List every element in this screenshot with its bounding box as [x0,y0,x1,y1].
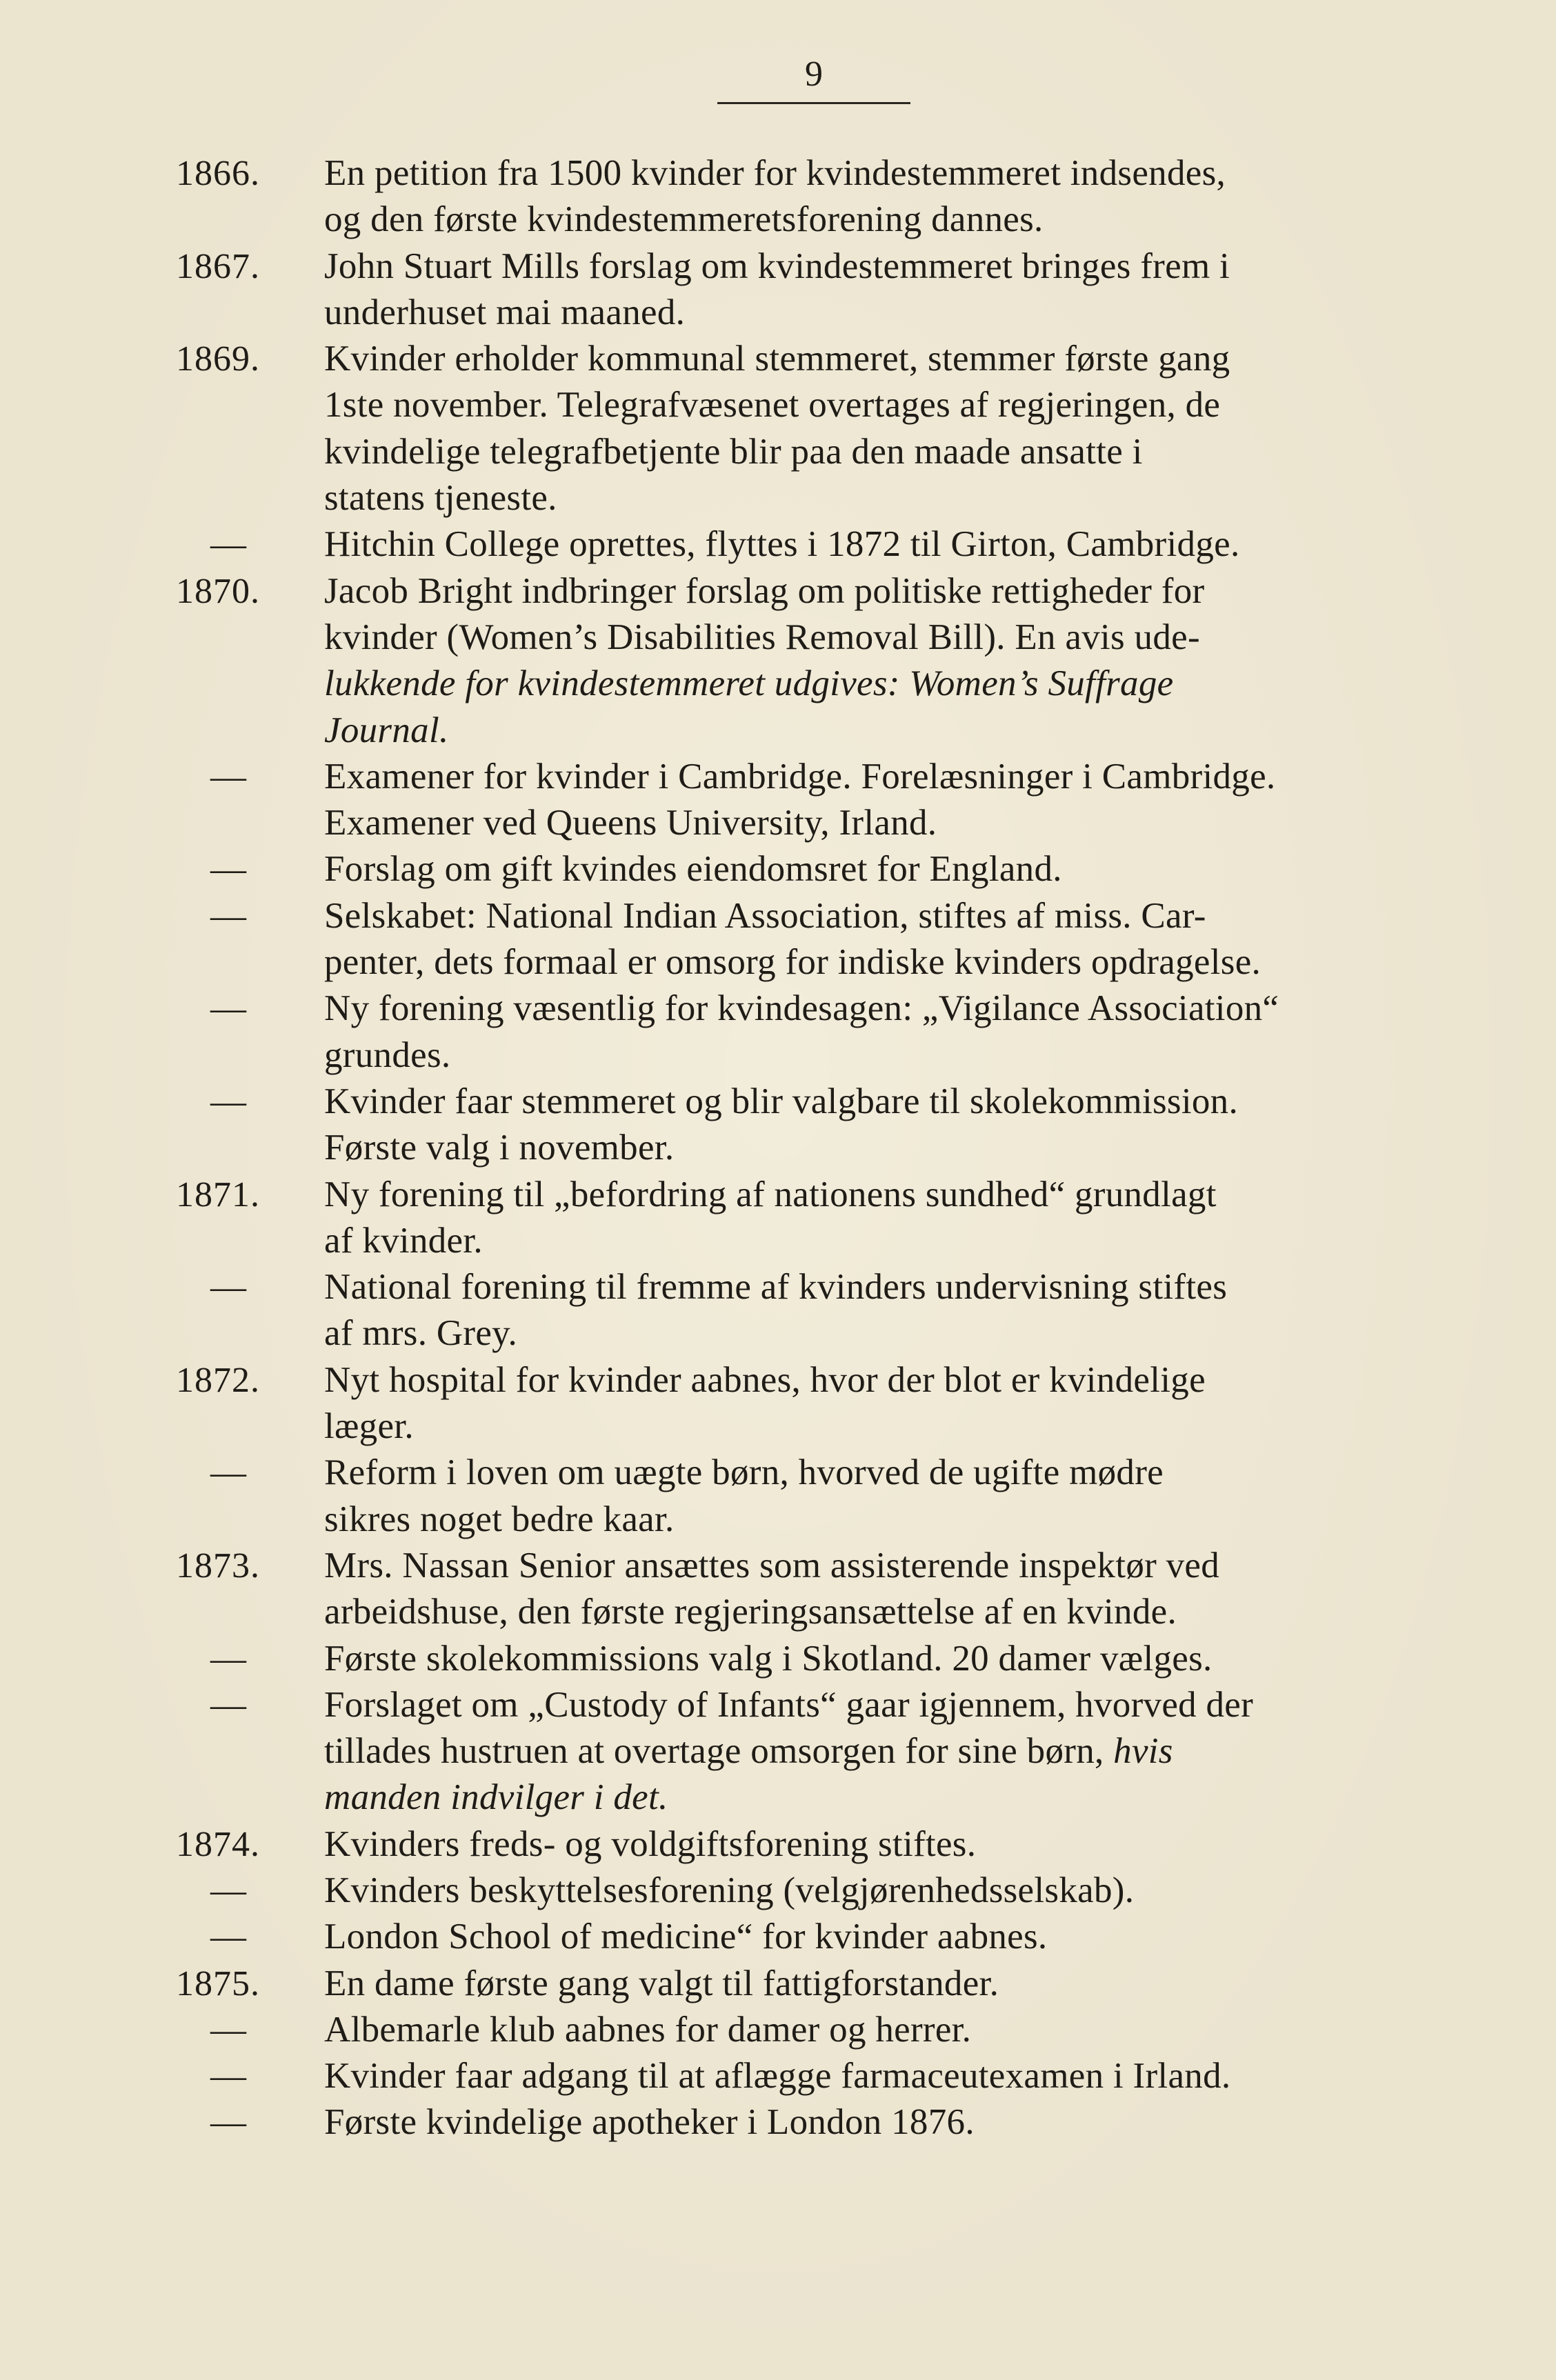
entry-line-italic-text: hvis [1113,1731,1173,1772]
entry-year: 1873. [176,1546,260,1586]
entry-text [324,2053,1431,2099]
entry-year: 1869. [176,339,260,379]
entry-line [324,1774,1431,1821]
entry-line-text: London School of medicine“ for kvinder aabnes. [324,1917,1048,1957]
entry-line-text: Forslag om gift kvindes eiendomsret for England. [324,849,1062,890]
entry-line-text: Første kvindelige apotheker i London 1876. [324,2102,975,2143]
entry-line [324,1357,1431,1403]
entry-year: 1866. [176,154,260,193]
entry-line [324,1868,1431,1914]
year-ditto-mark: — [210,850,247,890]
chronology-entry [176,243,1431,337]
chronology-entry [176,1450,1431,1543]
entry-text [324,754,1431,847]
entry-line-text: Ny forening væsentlig for kvindesagen: „Vigilance Association“ [324,988,1279,1029]
entry-line [324,1589,1431,1635]
year-ditto-mark: — [210,525,247,565]
entry-line-text: og den første kvindestemmeretsforening dannes. [324,199,1044,240]
entry-text [324,150,1431,243]
entry-line-text: af kvinder. [324,1220,483,1261]
chronology-entry [176,893,1431,986]
chronology-entry [176,1961,1431,2007]
entry-text [324,1914,1431,1960]
entry-line [324,1497,1431,1543]
year-ditto-mark: — [210,2103,247,2143]
entry-year: 1870. [176,571,260,611]
entry-line-text: Kvinder erholder kommunal stemmeret, stemmer første gang [324,339,1230,379]
entry-line-text: manden indvilger i det. [324,1777,668,1818]
year-ditto-mark: — [210,1268,247,1308]
year-ditto-mark: — [210,1870,247,1910]
entry-line-text: Første valg i november. [324,1128,675,1168]
entry-line-text: Jacob Bright indbringer forslag om politiske rettigheder for [324,570,1205,611]
chronology-entry [176,1543,1431,1636]
entry-line [324,986,1431,1032]
entry-line [324,1079,1431,1125]
page-number: 9 [805,54,823,94]
entry-line [324,708,1431,754]
entry-line-text: Mrs. Nassan Senior ansættes som assisterende inspektør ved [324,1545,1220,1586]
chronology-entry [176,986,1431,1079]
entry-line [324,754,1431,800]
entry-line [324,1032,1431,1079]
entry-line [324,2053,1431,2099]
entry-text [324,2099,1431,2146]
entry-line [324,1682,1431,1728]
entry-text [324,1264,1431,1357]
entry-text [324,1357,1431,1450]
entry-line-text: kvinder (Women’s Disabilities Removal Bill). En avis ude- [324,617,1200,657]
entry-line-text: sikres noget bedre kaar. [324,1499,675,1539]
year-ditto-mark: — [210,1081,247,1121]
chronology-entry [176,1682,1431,1821]
entry-line-text: underhuset mai maaned. [324,292,686,332]
chronology-entry [176,2007,1431,2053]
year-ditto-mark: — [210,757,247,797]
entry-line [324,475,1431,521]
entry-text [324,336,1431,521]
entry-line-text: penter, dets formaal er omsorg for indiske kvinders opdragelse. [324,942,1261,983]
entry-line-text: En dame første gang valgt til fattigforstander. [324,1963,999,2003]
year-ditto-mark: — [210,1917,247,1957]
entry-line [324,800,1431,846]
entry-line [324,661,1431,707]
chronology-entry [176,568,1431,754]
entry-line-text: Kvinders freds- og voldgiftsforening stiftes. [324,1823,977,1864]
entry-line [324,1961,1431,2007]
year-ditto-mark: — [210,2010,247,2050]
entry-text [324,846,1431,892]
entry-line-text: læger. [324,1406,414,1447]
entry-line-text: statens tjeneste. [324,478,557,519]
entry-text [324,521,1431,568]
entry-line [324,336,1431,382]
entry-text [324,1682,1431,1821]
entry-line-text: lukkende for kvindestemmeret udgives: Women’s Suffrage [324,663,1174,704]
chronology-entry [176,1821,1431,1868]
entry-line [324,382,1431,428]
chronology-entry [176,1357,1431,1450]
header-rule [717,102,910,104]
entry-line-text: Selskabet: National Indian Association, stiftes af miss. Car- [324,895,1206,936]
entry-text [324,1450,1431,1543]
entry-line-text: Examener for kvinder i Cambridge. Forelæsninger i Cambridge. [324,756,1276,797]
entry-line-text: Kvinder faar stemmeret og blir valgbare til skolekommission. [324,1081,1239,1121]
chronology-entry [176,1264,1431,1357]
entry-line [324,1543,1431,1589]
entry-line [324,1821,1431,1868]
entry-text [324,1079,1431,1172]
entry-text [324,243,1431,337]
entry-line [324,1728,1431,1774]
entry-line-text: kvindelige telegrafbetjente blir paa den maade ansatte i [324,431,1143,472]
entry-text [324,893,1431,986]
entry-year: 1872. [176,1360,260,1400]
entry-line-text: Ny forening til „befordring af nationens sundhed“ grundlagt [324,1174,1217,1214]
entry-line [324,1403,1431,1450]
entry-line [324,1125,1431,1171]
entry-line-text: Hitchin College oprettes, flyttes i 1872 til Girton, Cambridge. [324,524,1240,565]
entry-line-text: Kvinder faar adgang til at aflægge farmaceutexamen i Irland. [324,2056,1231,2097]
entry-line [324,893,1431,939]
year-ditto-mark: — [210,989,247,1029]
entry-line-text: Nyt hospital for kvinder aabnes, hvor der blot er kvindelige [324,1359,1206,1400]
entry-line-text: arbeidshuse, den første regjeringsansættelse af en kvinde. [324,1592,1177,1632]
entry-text [324,1868,1431,1914]
year-ditto-mark: — [210,2057,247,2097]
entry-line-text: tillades hustruen at overtage omsorgen for sine børn, [324,1731,1104,1772]
chronology-entry [176,846,1431,892]
chronology-list [176,150,1431,2146]
chronology-entry [176,754,1431,847]
chronology-entry [176,150,1431,243]
entry-line-text: 1ste november. Telegrafvæsenet overtages af regjeringen, de [324,385,1221,426]
entry-line [324,2007,1431,2053]
year-ditto-mark: — [210,1453,247,1493]
chronology-entry [176,1172,1431,1265]
entry-text [324,568,1431,754]
entry-text [324,1961,1431,2007]
entry-line [324,568,1431,614]
entry-line-text: Journal. [324,710,449,750]
entry-line [324,150,1431,197]
entry-text [324,1543,1431,1636]
entry-line [324,1218,1431,1264]
entry-text [324,2007,1431,2053]
year-ditto-mark: — [210,1639,247,1679]
entry-line-text: Reform i loven om uægte børn, hvorved de ugifte mødre [324,1452,1164,1493]
entry-line-text: John Stuart Mills forslag om kvindestemmeret bringes frem i [324,246,1230,286]
entry-text [324,1636,1431,1682]
entry-year: 1867. [176,246,260,286]
entry-line-text: En petition fra 1500 kvinder for kvindestemmeret indsendes, [324,153,1226,193]
entry-text [324,1821,1431,1868]
chronology-entry [176,2053,1431,2099]
entry-line-text: Første skolekommissions valg i Skotland. 20 damer vælges. [324,1638,1213,1679]
entry-line [324,2099,1431,2146]
chronology-entry [176,521,1431,568]
entry-line-text: Albemarle klub aabnes for damer og herrer. [324,2009,972,2050]
entry-line [324,846,1431,892]
entry-line-text: Kvinders beskyttelsesforening (velgjørenhedsselskab). [324,1870,1135,1910]
chronology-entry [176,1868,1431,1914]
chronology-entry [176,1636,1431,1682]
entry-text [324,1172,1431,1265]
entry-year: 1874. [176,1824,260,1864]
entry-line [324,197,1431,243]
entry-line-text: National forening til fremme af kvinders undervisning stiftes [324,1267,1228,1308]
entry-year: 1875. [176,1963,260,2003]
entry-line [324,1914,1431,1960]
year-ditto-mark: — [210,896,247,936]
entry-line [324,939,1431,986]
entry-line [324,243,1431,290]
entry-line-text: Forslaget om „Custody of Infants“ gaar igjennem, hvorved der [324,1684,1254,1725]
entry-line-text: af mrs. Grey. [324,1313,518,1354]
chronology-entry [176,1079,1431,1172]
entry-line [324,1172,1431,1218]
entry-line [324,1636,1431,1682]
year-ditto-mark: — [210,1685,247,1725]
entry-line [324,290,1431,336]
entry-line [324,1450,1431,1496]
entry-text [324,986,1431,1079]
entry-year: 1871. [176,1174,260,1214]
entry-line-text: Examener ved Queens University, Irland. [324,803,937,843]
entry-line-text: grundes. [324,1034,451,1075]
entry-line [324,521,1431,568]
chronology-entry [176,336,1431,521]
chronology-entry [176,1914,1431,1960]
entry-line [324,1264,1431,1310]
entry-line [324,429,1431,475]
entry-line [324,614,1431,661]
entry-line [324,1310,1431,1357]
chronology-entry [176,2099,1431,2146]
